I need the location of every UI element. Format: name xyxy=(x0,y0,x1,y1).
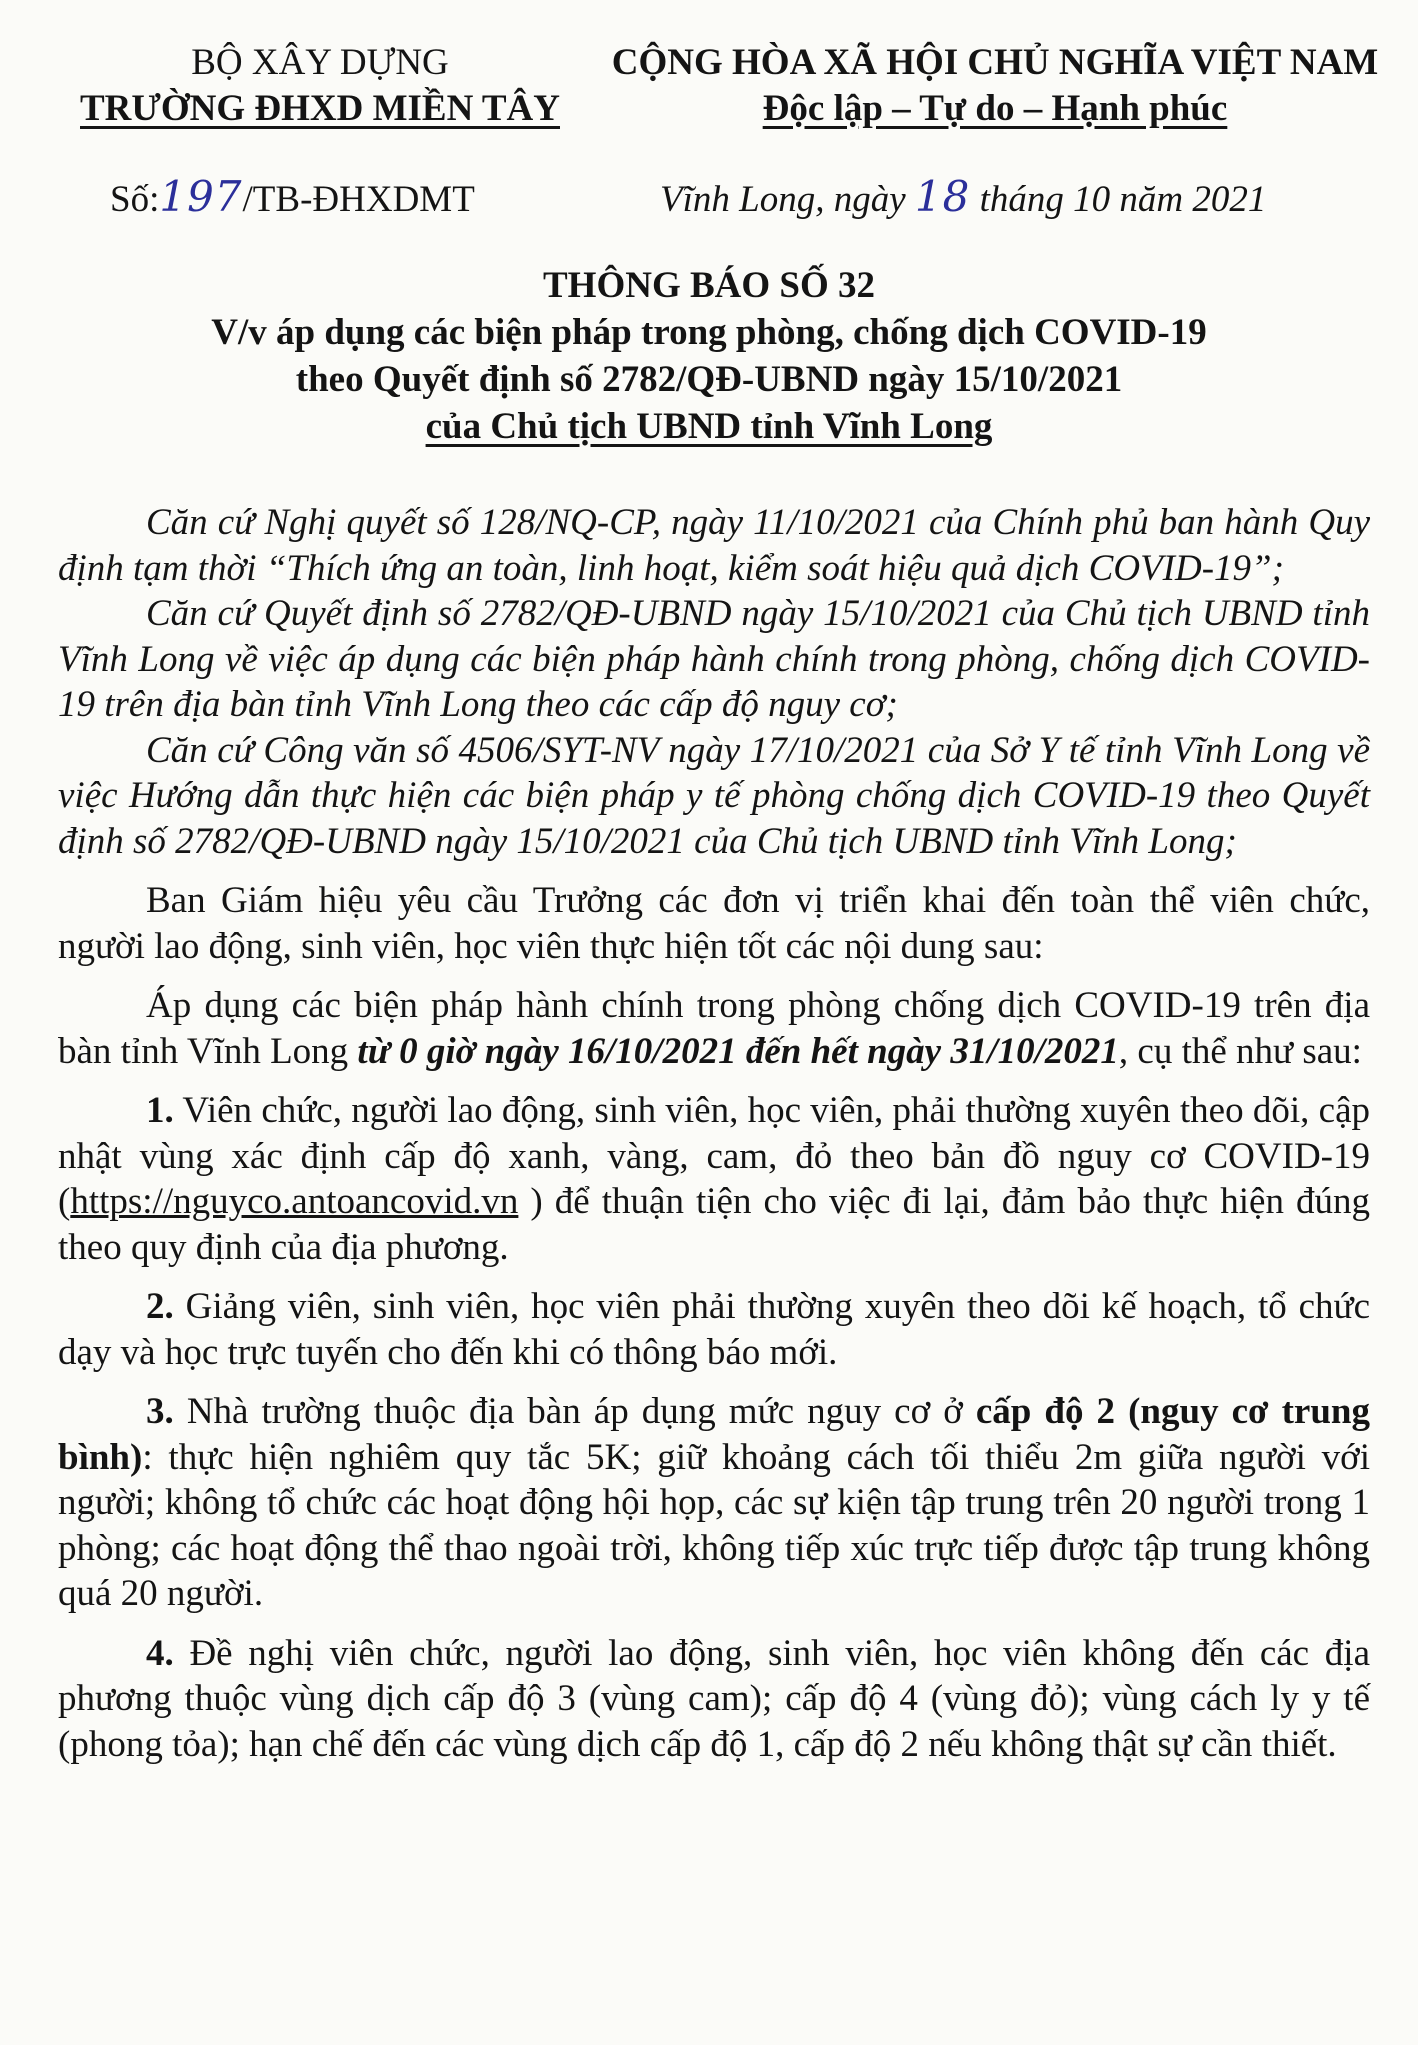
item-3-risk-level: cấp độ 2 (nguy cơ trung bình) xyxy=(58,1391,1370,1478)
item-4 xyxy=(58,1631,1370,1768)
legal-basis-3: Căn cứ Công văn số 4506/SYT-NV ngày 17/10/2021 của Sở Y tế tỉnh Vĩnh Long về việc Hướng dẫn thực hiện các biện pháp y tế phòng chống dịch COVID-19 theo Quyết định số 2782/QĐ-UBND ngày 15/10/2021 của Chủ tịch UBND tỉnh Vĩnh Long; xyxy=(58,729,1370,862)
document-body xyxy=(58,500,1370,1767)
apply-text-c: , cụ thể như sau: xyxy=(1118,1030,1362,1072)
item-2-text: Giảng viên, sinh viên, học viên phải thường xuyên theo dõi kế hoạch, tổ chức dạy và học trực tuyến cho đến khi có thông báo mới. xyxy=(58,1286,1371,1373)
document-number xyxy=(110,172,475,221)
title-line-2: V/v áp dụng các biện pháp trong phòng, chống dịch COVID-19 xyxy=(211,312,1207,353)
item-1-text-b: ) để thuận tiện cho việc đi lại, đảm bảo thực hiện đúng theo quy định của địa phương. xyxy=(58,1181,1370,1268)
item-3-text-b: : thực hiện nghiêm quy tắc 5K; giữ khoảng cách tối thiểu 2m giữa người với người; không tổ chức các hoạt động hội họp, các sự kiện tập trung trên 20 người trong 1 phòng; các hoạt động thể thao ngoài trời, không tiếp xúc trực tiếp được tập trung không quá 20 người. xyxy=(58,1436,1370,1614)
item-3-number: 3. xyxy=(146,1391,174,1432)
item-4-number: 4. xyxy=(146,1632,174,1674)
date-suffix: tháng 10 năm 2021 xyxy=(979,179,1267,220)
item-3-text-a: Nhà trường thuộc địa bàn áp dụng mức nguy cơ ở xyxy=(186,1391,963,1432)
document-title xyxy=(40,262,1378,450)
national-header xyxy=(600,40,1390,132)
intro-paragraph: Ban Giám hiệu yêu cầu Trưởng các đơn vị triển khai đến toàn thể viên chức, người lao động, sinh viên, học viên thực hiện tốt các nội dung sau: xyxy=(58,880,1370,967)
handwritten-day: 18 xyxy=(914,172,971,221)
item-1-text-a: Viên chức, người lao động, sinh viên, học viên, phải thường xuyên theo dõi, cập nhật vùng xác định cấp độ xanh, vàng, cam, đỏ theo bản đồ nguy cơ COVID-19 ( xyxy=(58,1090,1370,1222)
risk-map-link[interactable]: https://nguyco.antoancovid.vn xyxy=(70,1181,519,1222)
item-4-text: Đề nghị viên chức, người lao động, sinh viên, học viên không đến các địa phương thuộc vùng dịch cấp độ 3 (vùng cam); cấp độ 4 (vùng đỏ); vùng cách ly y tế (phong tỏa); hạn chế đến các vùng dịch cấp độ 1, cấp độ 2 nếu không thật sự cần thiết. xyxy=(58,1632,1370,1765)
legal-basis-1: Căn cứ Nghị quyết số 128/NQ-CP, ngày 11/10/2021 của Chính phủ ban hành Quy định tạm thời “Thích ứng an toàn, linh hoạt, kiểm soát hiệu quả dịch COVID-19”; xyxy=(58,502,1370,589)
item-1-number: 1. xyxy=(146,1090,174,1131)
so-suffix: /TB-ĐHXDMT xyxy=(242,179,475,220)
agency-header xyxy=(40,40,600,132)
ministry-name: BỘ XÂY DỰNG xyxy=(191,42,449,83)
apply-paragraph xyxy=(58,983,1370,1074)
item-1 xyxy=(58,1088,1370,1270)
document-date xyxy=(660,172,1266,221)
item-3 xyxy=(58,1389,1370,1617)
item-2-number: 2. xyxy=(146,1286,174,1327)
legal-basis-2: Căn cứ Quyết định số 2782/QĐ-UBND ngày 15/10/2021 của Chủ tịch UBND tỉnh Vĩnh Long về việc áp dụng các biện pháp hành chính trong phòng, chống dịch COVID-19 trên địa bàn tỉnh Vĩnh Long theo các cấp độ nguy cơ; xyxy=(58,593,1370,725)
date-prefix: Vĩnh Long, ngày xyxy=(660,179,906,220)
title-line-4: của Chủ tịch UBND tỉnh Vĩnh Long xyxy=(425,406,993,447)
school-name: TRƯỜNG ĐHXD MIỀN TÂY xyxy=(80,88,560,129)
nation-name: CỘNG HÒA XÃ HỘI CHỦ NGHĨA VIỆT NAM xyxy=(611,42,1379,83)
apply-period: từ 0 giờ ngày 16/10/2021 đến hết ngày 31/10/2021 xyxy=(357,1030,1119,1072)
title-line-3: theo Quyết định số 2782/QĐ-UBND ngày 15/10/2021 xyxy=(295,359,1123,400)
national-motto: Độc lập – Tự do – Hạnh phúc xyxy=(762,88,1228,129)
apply-text-a: Áp dụng các biện pháp hành chính trong phòng chống dịch COVID-19 trên địa bàn tỉnh Vĩnh Long xyxy=(58,985,1370,1072)
item-2 xyxy=(58,1284,1370,1375)
title-line-1: THÔNG BÁO SỐ 32 xyxy=(542,265,876,306)
handwritten-number: 197 xyxy=(159,172,243,221)
so-prefix: Số: xyxy=(110,179,160,220)
